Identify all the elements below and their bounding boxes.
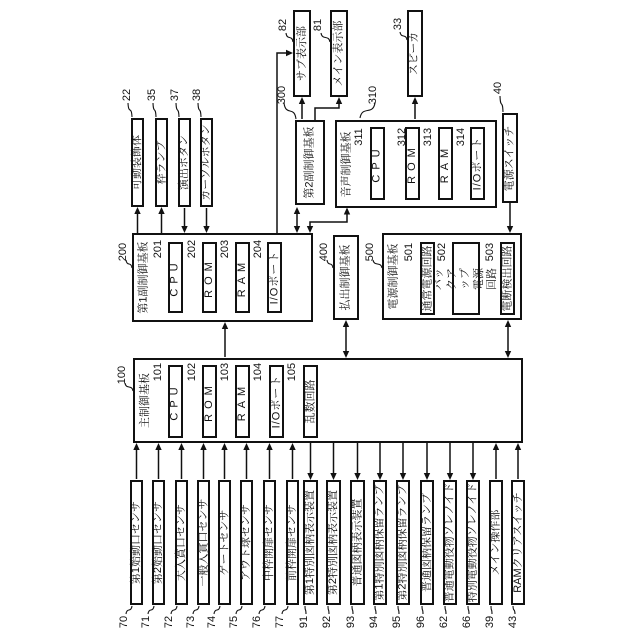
chip-main-cpu: CPU: [168, 365, 183, 438]
block-sensor-start1: 第1始動口センサ: [130, 480, 143, 605]
chip-sound-io: I/Oポート: [470, 127, 485, 200]
board-sub2: 第2副制御基板: [295, 120, 325, 205]
ref-202: 202: [186, 239, 198, 259]
ref-310: 310: [367, 85, 379, 105]
block-main-display: メイン表示部: [330, 10, 348, 97]
ref-22: 22: [121, 88, 133, 102]
ref-501: 501: [403, 242, 415, 262]
ref-203: 203: [219, 239, 231, 259]
chip-sub1-ram: RAM: [235, 242, 250, 313]
ref-92: 92: [321, 615, 333, 629]
ref-314: 314: [455, 127, 467, 147]
block-hold-lamp-normal: 普通図柄保留ランプ: [420, 480, 434, 605]
ref-503: 503: [484, 242, 496, 262]
ref-39: 39: [484, 615, 496, 629]
block-sensor-start2: 第2始動口センサ: [152, 480, 165, 605]
ref-62: 62: [438, 615, 450, 629]
block-cursor-button: カーソルボタン: [200, 118, 213, 207]
ref-76: 76: [251, 615, 263, 629]
chip-sub1-rom: ROM: [202, 242, 217, 313]
block-power-switch: 電源スイッチ: [502, 113, 518, 203]
block-sub-display: サブ表示部: [293, 10, 311, 97]
chip-main-io: I/Oポート: [269, 365, 284, 438]
ref-93: 93: [345, 615, 357, 629]
ref-40: 40: [492, 81, 504, 95]
block-movable-decoration: 可動装飾体: [131, 118, 144, 207]
ref-200: 200: [117, 242, 129, 262]
ref-104: 104: [252, 362, 264, 382]
ref-100: 100: [116, 365, 128, 385]
block-hold-lamp-special2: 第2特別図柄保留ランプ: [396, 480, 410, 605]
block-display-special2: 第2特別図柄表示装置: [326, 480, 341, 605]
ref-91: 91: [298, 615, 310, 629]
ref-502: 502: [436, 242, 448, 262]
ref-105: 105: [286, 362, 298, 382]
ref-313: 313: [422, 127, 434, 147]
ref-37: 37: [169, 88, 181, 102]
ref-73: 73: [185, 615, 197, 629]
ref-35: 35: [146, 88, 158, 102]
ref-312: 312: [396, 127, 408, 147]
chip-main-random-circuit: 乱数回路: [303, 365, 318, 438]
ref-70: 70: [118, 615, 130, 629]
ref-72: 72: [163, 615, 175, 629]
ref-500: 500: [364, 242, 376, 262]
block-solenoid-special: 特別電動役物ソレノイド: [466, 480, 480, 605]
chip-sound-cpu: CPU: [370, 127, 385, 200]
board-power-label: 電源制御基板: [387, 243, 400, 310]
chip-normal-power-circuit: 通常電源回路: [420, 242, 435, 315]
chip-main-ram: RAM: [235, 365, 250, 438]
ref-95: 95: [391, 615, 403, 629]
chip-power-fail-detect-circuit: 電断検出回路: [500, 242, 515, 315]
ref-66: 66: [461, 615, 473, 629]
ref-71: 71: [140, 615, 152, 629]
block-display-normal: 普通図柄表示装置: [350, 480, 365, 605]
ref-43: 43: [507, 615, 519, 629]
block-sensor-big-prize: 大入賞口センサ: [175, 480, 188, 605]
ref-94: 94: [368, 615, 380, 629]
block-effect-button: 演出ボタン: [178, 118, 191, 207]
board-main-label: 主制御基板: [138, 373, 151, 428]
ref-75: 75: [228, 615, 240, 629]
ref-74: 74: [206, 615, 218, 629]
block-hold-lamp-special1: 第1特別図柄保留ランプ: [373, 480, 387, 605]
block-frame-lamp: 枠ランプ: [155, 118, 168, 207]
ref-33: 33: [392, 17, 404, 31]
chip-main-rom: ROM: [202, 365, 217, 438]
block-sensor-front-frame-door: 前枠開扉センサ: [286, 480, 299, 605]
chip-sound-ram: RAM: [438, 127, 453, 200]
board-sound-label: 音声制御基板: [340, 131, 353, 197]
ref-201: 201: [152, 239, 164, 259]
block-sensor-mid-frame-door: 中枠開扉センサ: [263, 480, 276, 605]
block-sensor-general-prize: 一般入賞口センサ: [197, 480, 210, 605]
board-sub1-label: 第1副制御基板: [137, 241, 150, 314]
chip-backup-power-circuit: バックアップ 電源回路: [452, 242, 480, 315]
ref-204: 204: [252, 239, 264, 259]
block-display-special1: 第1特別図柄表示装置: [303, 480, 318, 605]
chip-sound-rom: ROM: [405, 127, 420, 200]
ref-82: 82: [277, 18, 289, 32]
ref-311: 311: [353, 128, 365, 146]
block-solenoid-normal: 普通電動役物ソレノイド: [443, 480, 457, 605]
ref-96: 96: [415, 615, 427, 629]
block-sensor-out-ball: アウト球センサ: [240, 480, 253, 605]
block-speaker: スピーカ: [407, 10, 423, 97]
ref-400: 400: [318, 242, 330, 262]
block-ram-clear-switch: RAMクリアスイッチ: [511, 480, 525, 605]
ref-81: 81: [312, 18, 324, 32]
ref-38: 38: [191, 88, 203, 102]
ref-102: 102: [186, 362, 198, 382]
ref-77: 77: [274, 615, 286, 629]
chip-sub1-io: I/Oポート: [267, 242, 282, 313]
ref-103: 103: [219, 362, 231, 382]
block-sensor-gate: ゲートセンサ: [218, 480, 231, 605]
chip-sub1-cpu: CPU: [168, 242, 183, 313]
ref-300: 300: [276, 85, 288, 105]
ref-101: 101: [152, 362, 164, 382]
board-payout: 払出制御基板: [333, 235, 359, 320]
block-main-operation: メイン操作部: [489, 480, 503, 605]
